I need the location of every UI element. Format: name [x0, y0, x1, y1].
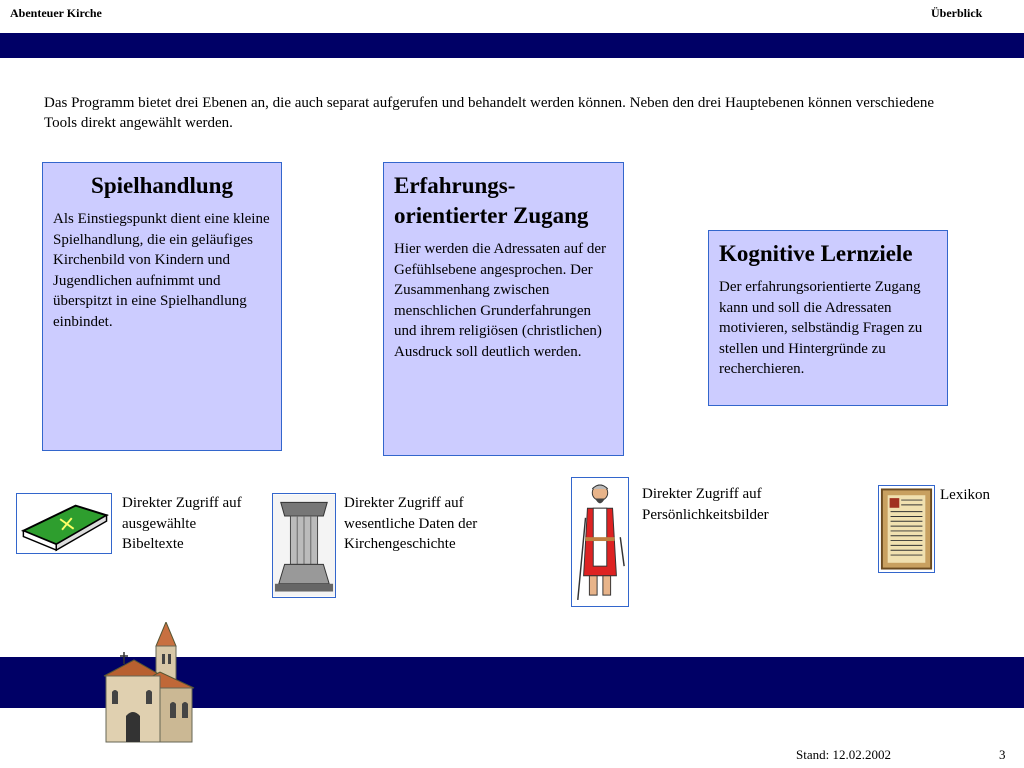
- box-kognitive-lernziele[interactable]: [708, 230, 948, 406]
- box-title: Kognitive Lernziele: [719, 241, 913, 266]
- box-erfahrungsorientiert[interactable]: [383, 162, 624, 456]
- box-title: Spielhandlung: [91, 173, 233, 198]
- tool-caption-lexikon: Lexikon: [940, 487, 990, 503]
- header-section: Überblick: [931, 6, 983, 20]
- column-icon[interactable]: [272, 493, 336, 598]
- page-number: 3: [999, 747, 1006, 762]
- box-text: Hier werden die Adressaten auf der Gefühlsebene angesprochen. Der Zusammenhang zwischen menschlichen Grunderfahrungen und ihrem religiösen (christlichen) Ausdruck soll deutlich werden.: [394, 241, 606, 360]
- intro-text: Das Programm bietet drei Ebenen an, die auch separat aufgerufen und behandelt werden können. Neben den drei Hauptebenen können verschiedene Tools direkt angewählt werden.: [44, 95, 935, 131]
- header-title: Abenteuer Kirche: [10, 6, 102, 20]
- footer-stand: Stand: 12.02.2002: [796, 747, 891, 762]
- tool-caption-personalities: Direkter Zugriff auf Persönlichkeitsbilder: [642, 486, 769, 523]
- tool-caption-church-history: Direkter Zugriff auf wesentliche Daten der Kirchengeschichte: [344, 495, 478, 552]
- top-bar: [0, 33, 1024, 58]
- manuscript-icon[interactable]: [878, 485, 935, 573]
- box-text: Als Einstiegspunkt dient eine kleine Spielhandlung, die ein geläufiges Kirchenbild von Kindern und Jugendlichen aufnimmt und überspitzt in eine Spielhandlung einbindet.: [53, 211, 270, 330]
- box-title: Erfahrungs-orientierter Zugang: [394, 173, 589, 228]
- bible-icon[interactable]: [16, 493, 112, 554]
- tool-caption-bible: Direkter Zugriff auf ausgewählte Bibeltexte: [122, 495, 242, 552]
- church-icon: [100, 622, 196, 744]
- box-text: Der erfahrungsorientierte Zugang kann und soll die Adressaten motivieren, selbständig Fragen zu stellen und Hintergründe zu recherchieren.: [719, 279, 923, 377]
- box-spielhandlung[interactable]: [42, 162, 282, 451]
- figure-icon[interactable]: [571, 477, 629, 607]
